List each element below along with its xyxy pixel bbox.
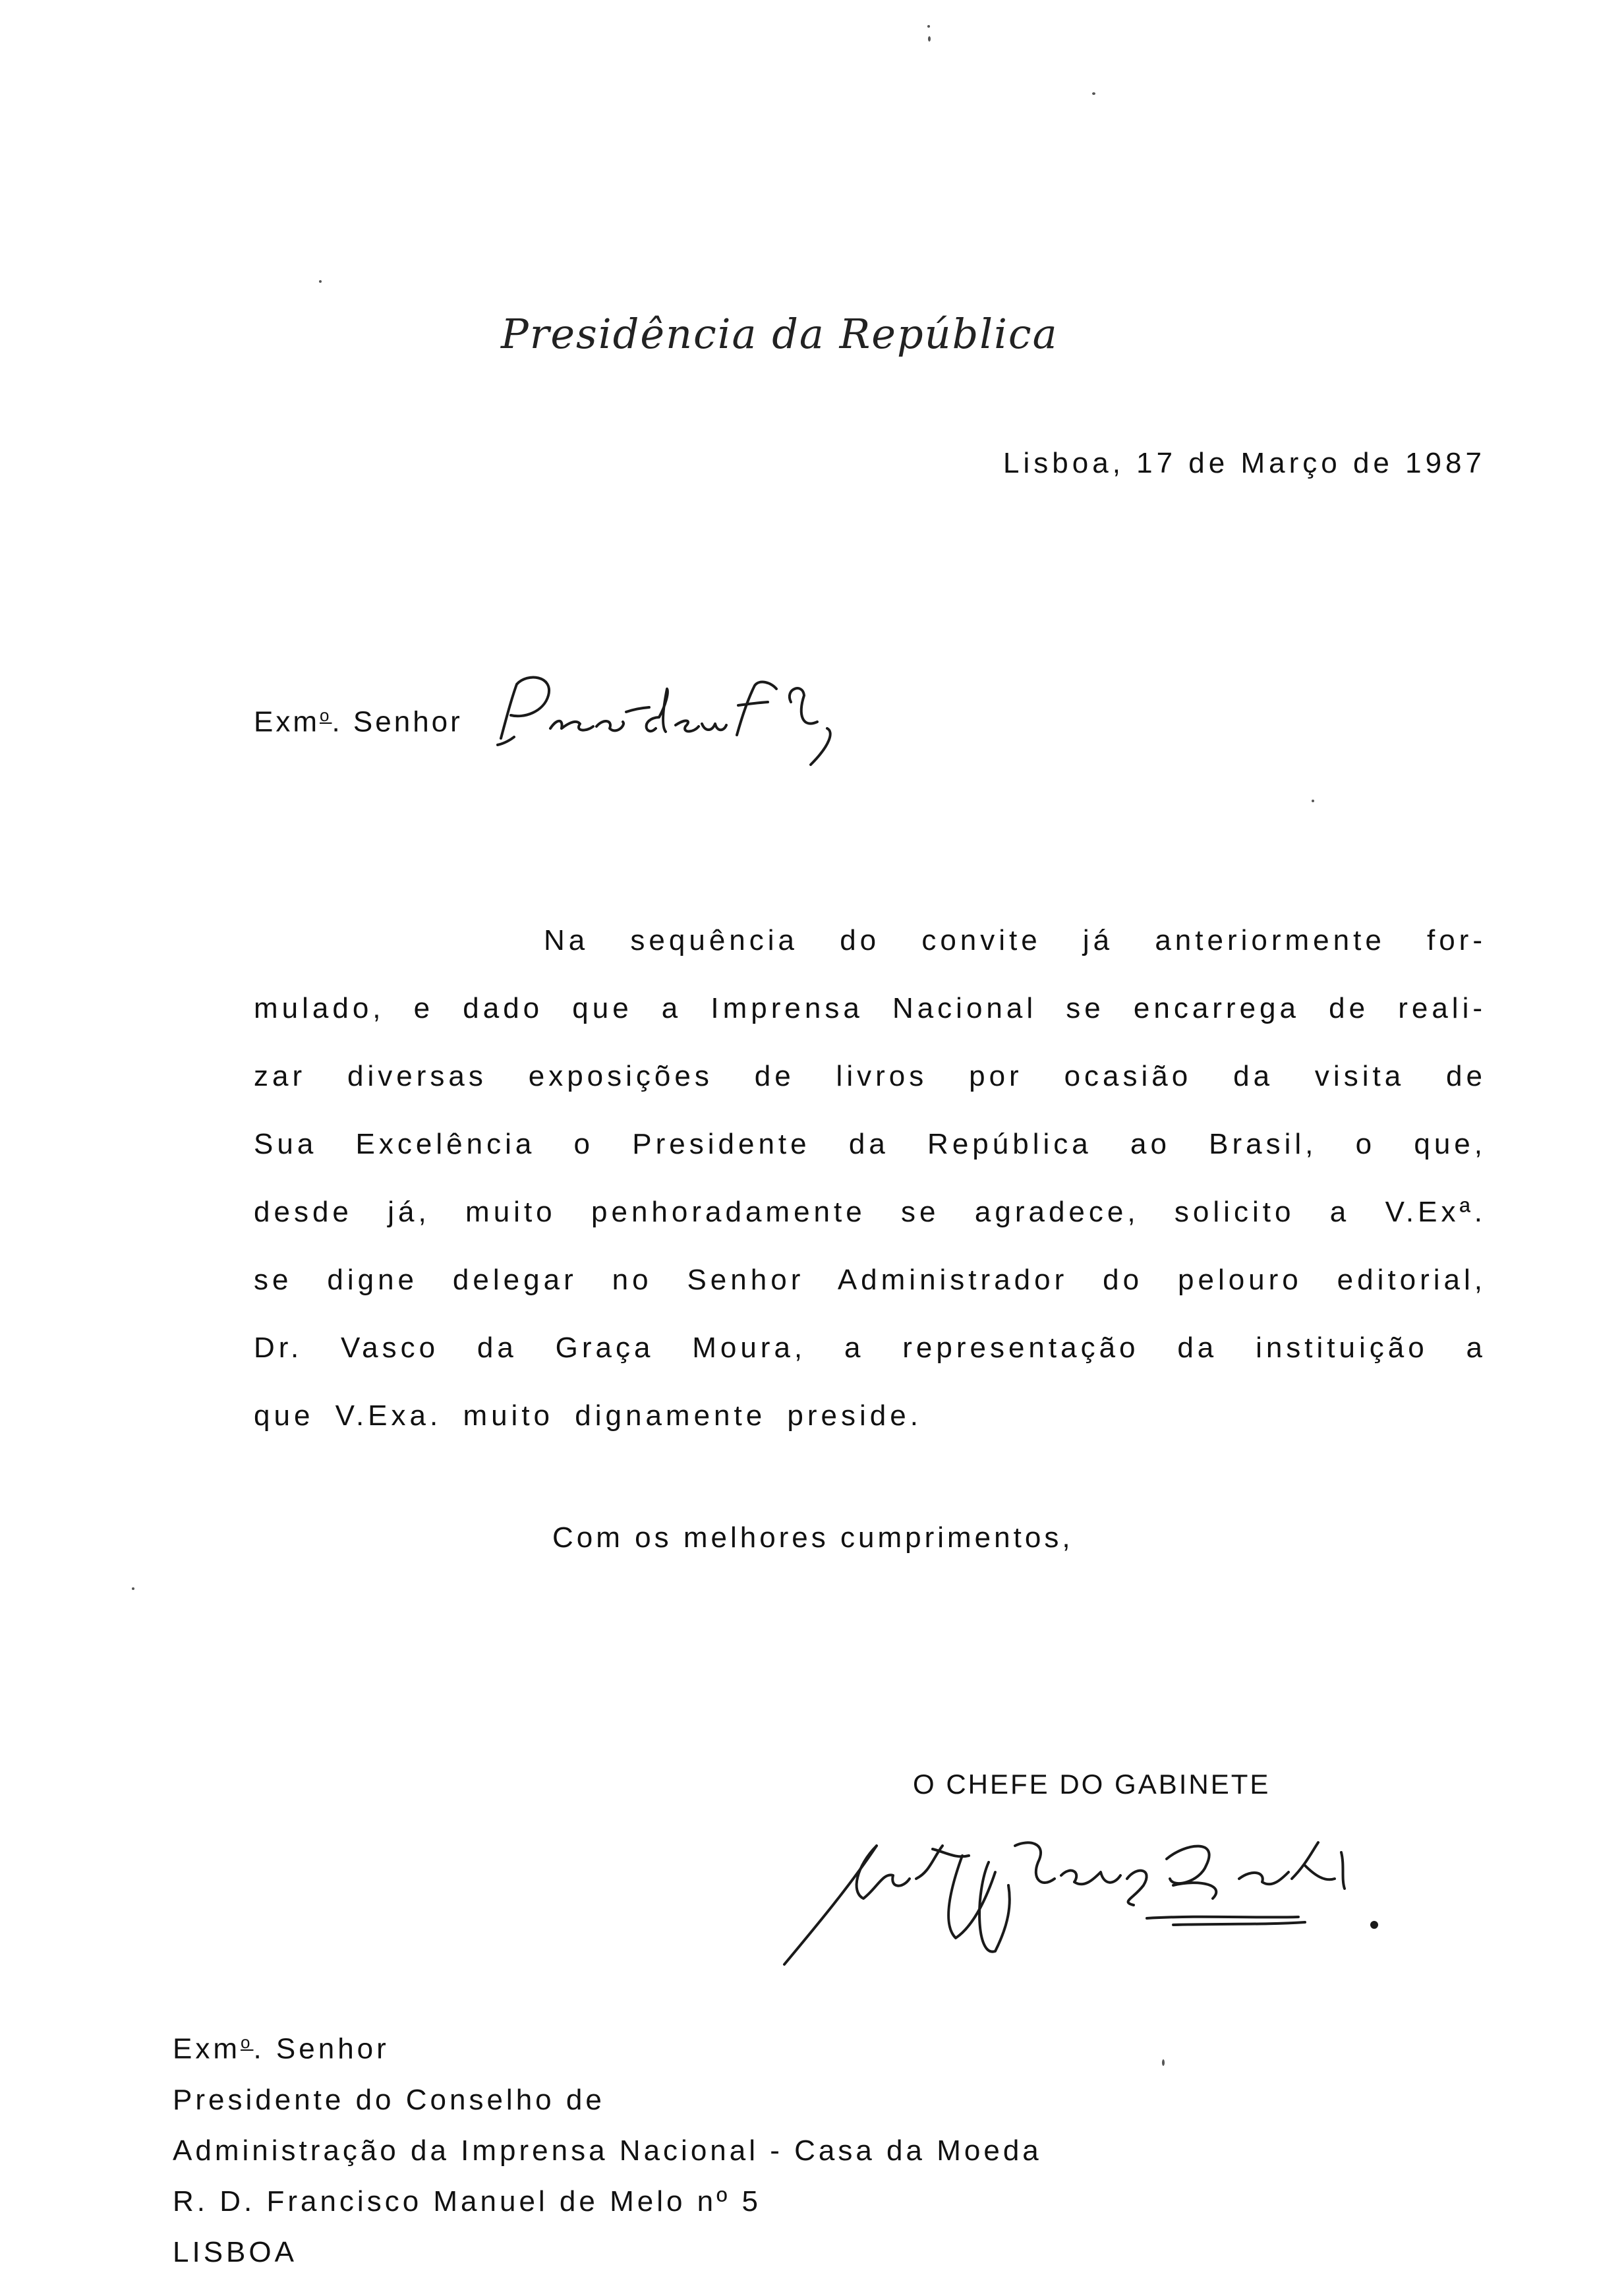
- salutation-ordinal: o: [320, 705, 332, 725]
- body-line: que V.Exa. muito dignamente preside.: [254, 1399, 922, 1432]
- scan-speck: [927, 25, 930, 28]
- letterhead-title: Presidência da República: [501, 310, 1058, 358]
- address-line: [173, 2017, 1042, 2074]
- salutation-rest: . Senhor: [332, 705, 463, 738]
- address-line: Administração da Imprensa Nacional - Casa da Moeda: [173, 2134, 1042, 2167]
- signatory-title: O CHEFE DO GABINETE: [913, 1769, 1271, 1800]
- body-line: mulado, e dado que a Imprensa Nacional se encarrega de reali-: [254, 992, 1486, 1024]
- scan-speck: [1162, 2059, 1165, 2066]
- address-line: R. D. Francisco Manuel de Melo nº 5: [173, 2185, 761, 2218]
- closing: Com os melhores cumprimentos,: [552, 1521, 1074, 1554]
- letter-body: [254, 906, 1486, 1450]
- scan-speck: [1312, 800, 1314, 802]
- address-prefix: Exm: [173, 2032, 241, 2065]
- scan-speck: [132, 1587, 134, 1590]
- handwritten-presidente: [488, 666, 857, 771]
- recipient-address: [173, 2017, 1042, 2278]
- body-line: desde já, muito penhoradamente se agradece, solicito a V.Exª.: [254, 1196, 1486, 1228]
- body-line: Sua Excelência o Presidente da República ao Brasil, o que,: [254, 1128, 1486, 1160]
- body-line: Dr. Vasco da Graça Moura, a representação da instituição a: [254, 1332, 1486, 1364]
- salutation: [254, 705, 463, 739]
- body-line: se digne delegar no Senhor Administrador do pelouro editorial,: [254, 1264, 1486, 1296]
- address-line: LISBOA: [173, 2235, 297, 2268]
- body-line: zar diversas exposições de livros por ocasião da visita de: [254, 1060, 1486, 1092]
- scan-speck: [319, 280, 322, 283]
- handwritten-signature: [778, 1826, 1463, 1971]
- address-ordinal: o: [241, 2032, 254, 2052]
- scan-speck: [1092, 92, 1095, 95]
- dateline: Lisboa, 17 de Março de 1987: [1003, 447, 1486, 479]
- address-rest: . Senhor: [253, 2032, 390, 2065]
- salutation-prefix: Exm: [254, 705, 320, 738]
- scan-speck: [928, 36, 931, 42]
- body-line: Na sequência do convite já anteriormente for-: [544, 924, 1486, 956]
- address-line: Presidente do Conselho de: [173, 2083, 605, 2116]
